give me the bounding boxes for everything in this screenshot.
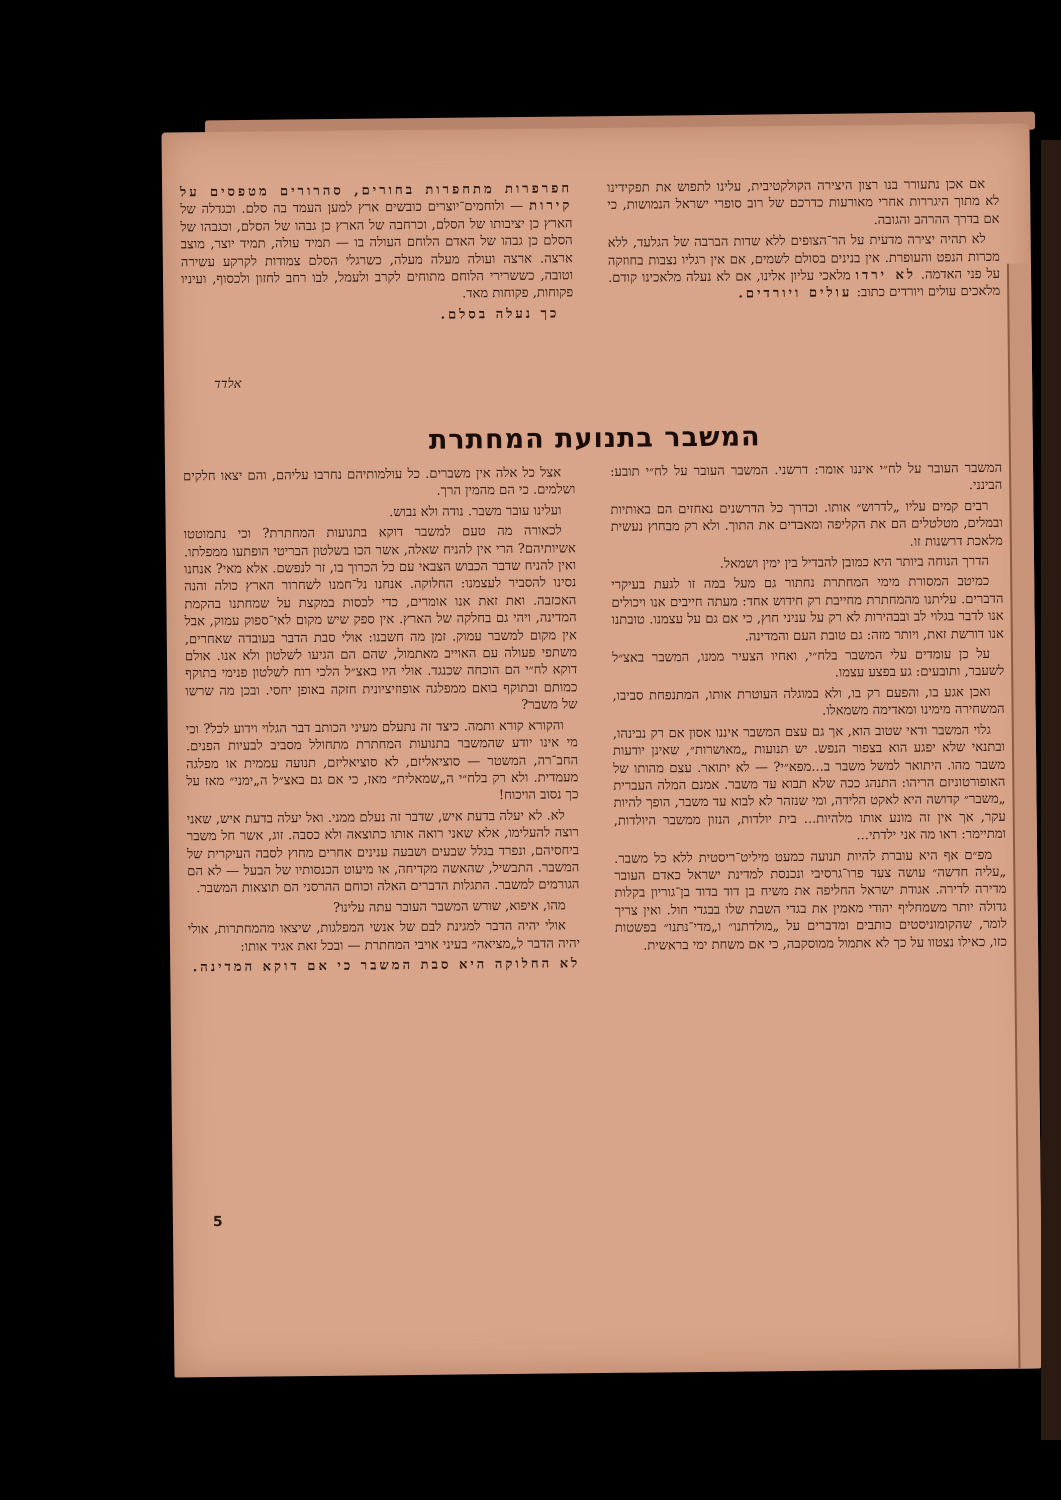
article-headline: המשבר בתנועת המחתרת xyxy=(428,421,761,456)
paragraph: ועלינו עובר משבר. נודה ולא נבוש. xyxy=(389,503,562,521)
paragraph: אצל כל אלה אין משברים. כל עולמותיהם נחרבו עליהם, והם יצאו חלקים ושלמים. כי הם מהמין הרך. xyxy=(183,465,576,500)
magazine-page xyxy=(162,123,1043,1377)
paragraph: גלוי המשבר ודאי שטוב הוא, אך גם עצם המשבר איננו אסון אם רק נבינהו, ובתנאי שלא יפגע הוא בצפור הנפש. יש תנועות „מאושרות״, שאינן יודעות משבר מהו. היתואר למשל משבר ב...מפא״י? — לא יתואר. עצם מהותו של האופורטוניזם הריהו: התנהג ככה שלא תבוא עד משבר. אמנם המלה העברית „משבר״ קדושה היא לאקט הלידה, ומי שנזהר לא לבוא עד משבר, הופך להיות עקר, אך אין זה מונע אותו מלהיות... בית יולדות, הנזון ממשבר היולדות, ומתיימר: ראו מה אני ילדתי... xyxy=(612,722,1006,844)
spaced-phrase: לא ירדו xyxy=(855,267,917,284)
paragraph: מהו, איפוא, שורש המשבר העובר עתה עלינו? xyxy=(333,898,566,916)
paragraph: על כן עומדים עלי המשבר בלח״י, ואחיו הצעיר ממנו, המשבר באצ״ל לשעבר, ותובעים: גע בפצע עצמו. xyxy=(611,646,1005,682)
paragraph: כמיטב המסורת מימי המחתרת נחתור גם מעל במה זו לגעת בעיקרי הדברים. עליתנו מהמחתרת מחייבת רק חידוש אחד: מעתה חייבים אנו ויכולים אנו לדבר בגלוי לב ובבהירות לא רק על עניני חוץ, כי אם גם על עצמנו. טובתנו אנו דורשת זאת, ויותר מזה: גם טובת העם והמדינה. xyxy=(611,574,1004,645)
article-right-column xyxy=(610,460,1007,958)
paragraph: לכאורה מה טעם למשבר דוקא בתנועות המחתרת? וכי נתמוטטו אשיותיהם? הרי אין להניח שאלה, אשר הכו בשלטון הבריטי הופתעו ממפלתו. ואין להניח שדבר הכבוש הצבאי עם כל הכרוך בו, זר לנפשם. אלא מאי? אנחנו נסינו להסביר לעצמנו: החלוקה. אנחנו נל־חמנו לשחרור הארץ כולה והנה האכזבה. ואת זאת אנו אומרים, כדי לכסות במקצת על שמחתנו בהקמת המדינה, ויהי גם בחלקה של הארץ. אין ספק שיש מקום לאי־ספוק עמוק, אבל אין מקום למשבר עמוק. זמן מה חשבנו: אולי סבת הדבר בעובדה שאחרים, משתפי פעולה עם האוייב מאתמול, שהם הם הגיעו לשלטון ולא אנו. אולם דוקא לח״י הם הוכחה שכנגד. אולי היו באצ״ל הלכי רוח לשלטון פנימי בתוקף כמותם ובתוקף בואם ממפלגה אופוזיציונית חזקה באופן יחסי. ובכן מה שרשו של משבר? xyxy=(183,523,578,714)
paragraph-text: לא תהיה יצירה מדעית על הר־הצופים ללא שדות הברבה של הגלעד, ללא מכרות הנפט והעופרת. אין בנינים בסולם לשמים, אם אין רגליו נצבות בחוזקה על פני האדמה. xyxy=(607,232,1001,283)
paragraph: לא. לא יעלה בדעת איש, שדבר זה נעלם ממני. ואל יעלה בדעת איש, שאני רוצה להעלימו, אלא שאני רואה אותו כתוצאה ולא כסבה. זוג, אשר חל משבר ביחסיהם, ונפרד בגלל שבעים ושבעה ענינים אחרים מחוץ לסבה העיקרית של המשבר. התבשיל, שהאשה מקדיחה, או מיעוט הכנסותיו של הבעל — לא הם הגורמים למשבר. התגלות הדברים האלה וכוחם ההרסני הם תוצאות המשבר. xyxy=(186,808,580,897)
paragraph: אולי יהיה הדבר למגינת לבם של אנשי המפלגות, שיצאו מהמחתרות, אולי יהיה הדבר ל„מציאה״ בעיני אויבי המחתרת — ובכל זאת אגיד אותו: xyxy=(187,918,581,955)
paragraph: הדרך הנוחה ביותר היא כמובן להבדיל בין ימין ושמאל. xyxy=(719,553,990,572)
paragraph xyxy=(188,955,580,977)
closing-line: כך נעלה בסלם. xyxy=(440,306,560,323)
page-fold-strip xyxy=(1007,263,1043,1377)
paragraph xyxy=(180,180,573,306)
page-number: 5 xyxy=(212,1213,223,1231)
paragraph-text: מלאכי עליון אלינו, אם לא נעלה מלאכינו קודם. מלאכים עולים ויורדים כתוב: xyxy=(607,268,1001,301)
closing-line: לא החלוקה היא סבת המשבר כי אם דוקא המדינה. xyxy=(192,956,581,976)
article-left-column xyxy=(183,464,580,979)
spaced-phrase: חפרפרות מתחפרות בחורים, סהרורים מטפסים על קירות xyxy=(180,181,573,215)
paragraph: המשבר העובר על לח״י איננו אומר: דרשני. המשבר העובר על לח״י תובע: הבינני. xyxy=(610,460,1003,494)
paragraph xyxy=(181,305,573,327)
paragraph-text: — ולוחמים־יוצרים כובשים ארץ למען העמד בה סלם. וכגדלה של הארץ כן יציבותו של הסלם, וכרחבה של הארץ כן גבהו של הסלם, וכגבהו של הסלם כן גבהו של האדם הלוחם העולה בו — תמיד עולה, תמיד יוצר, מוצב ארצה. ארצה ועולה מעלה מעלה, כשרגלי הסלם צמודות לקרקע עשירה וטובה, כששרירי הלוחם מתוחים לקרב ולעמל, לבו רחב לחזון ולכסוף, ועיניו פקוחות, פקוחות מאד. xyxy=(180,199,574,302)
author-signature: אלדד xyxy=(214,376,242,393)
paragraph: מפ״ם אף היא עוברת להיות תנועה כמעט מיליט־ריסטית ללא כל משבר. „עליה חדשה״ עושה צעד פרו־גרסיבי ונכנסת למדינת ישראל כאדם העובר מדירה לדירה. אגודת ישראל החליפה את משיח בן דוד בדוד בן־גוריון בקלות גדולה יותר משמחליף יהודי מאמין את בגדי השבת שלו בבגדי חול. ואין צריך לומר, שהקומוניסטים כותבים ומדברים על „מולדתנו״ ו„מדי־נתנו״ בפשטות כזו, כאילו נצטוו על כך לא אתמול ממוסקבה, כי אם משחת ימי בראשית. xyxy=(614,847,1008,954)
paragraph: ואכן אגע בו, והפעם רק בו, ולא במוגלה העוטרת אותו, המתנפחת סביבו, המשחירה מימינו ומאדימה משמאלו. xyxy=(612,684,1005,719)
paragraph xyxy=(608,231,1001,305)
top-left-column xyxy=(180,180,573,329)
paragraph: רבים קמים עליו „לדרוש״ אותו. וכדרך כל הדרשנים נאחזים הם באותיות ובמלים, מטלטלים הם את הקליפה ומאבדים את התוך. ולא רק מבחוץ נעשית מלאכת דרשנות זו. xyxy=(610,498,1003,550)
top-right-column xyxy=(607,176,1000,308)
paragraph: והקורא קורא ותמה. כיצד זה נתעלם מעיני הכותב דבר הגלוי וידוע לכל? וכי מי אינו יודע שהמשבר בתנועות המחתרת מתחולל מסביב לבעיות הפנים. החב־רה, המשטר — סוציאליזם, לא סוציאליזם, תנועה עממית או מפלגה מעמדית. ולא רק בלח״י ה„שמאלית״ מאז, כי אם גם באצ״ל ה„ימני״ מאז על כך נסוב הויכוח! xyxy=(185,718,579,804)
paragraph: אם אכן נתעורר בנו רצון היצירה הקולקטיבית, עלינו לתפוש את תפקידינו לא מתוך היגררות אחרי מאורעות כדרכם של רוב סופרי ישראל הנמושות, כי אם בדרך ההרהב והגובה. xyxy=(607,176,1000,228)
spaced-phrase: עולים ויורדים. xyxy=(738,285,853,302)
next-page-edge xyxy=(1041,140,1061,1440)
